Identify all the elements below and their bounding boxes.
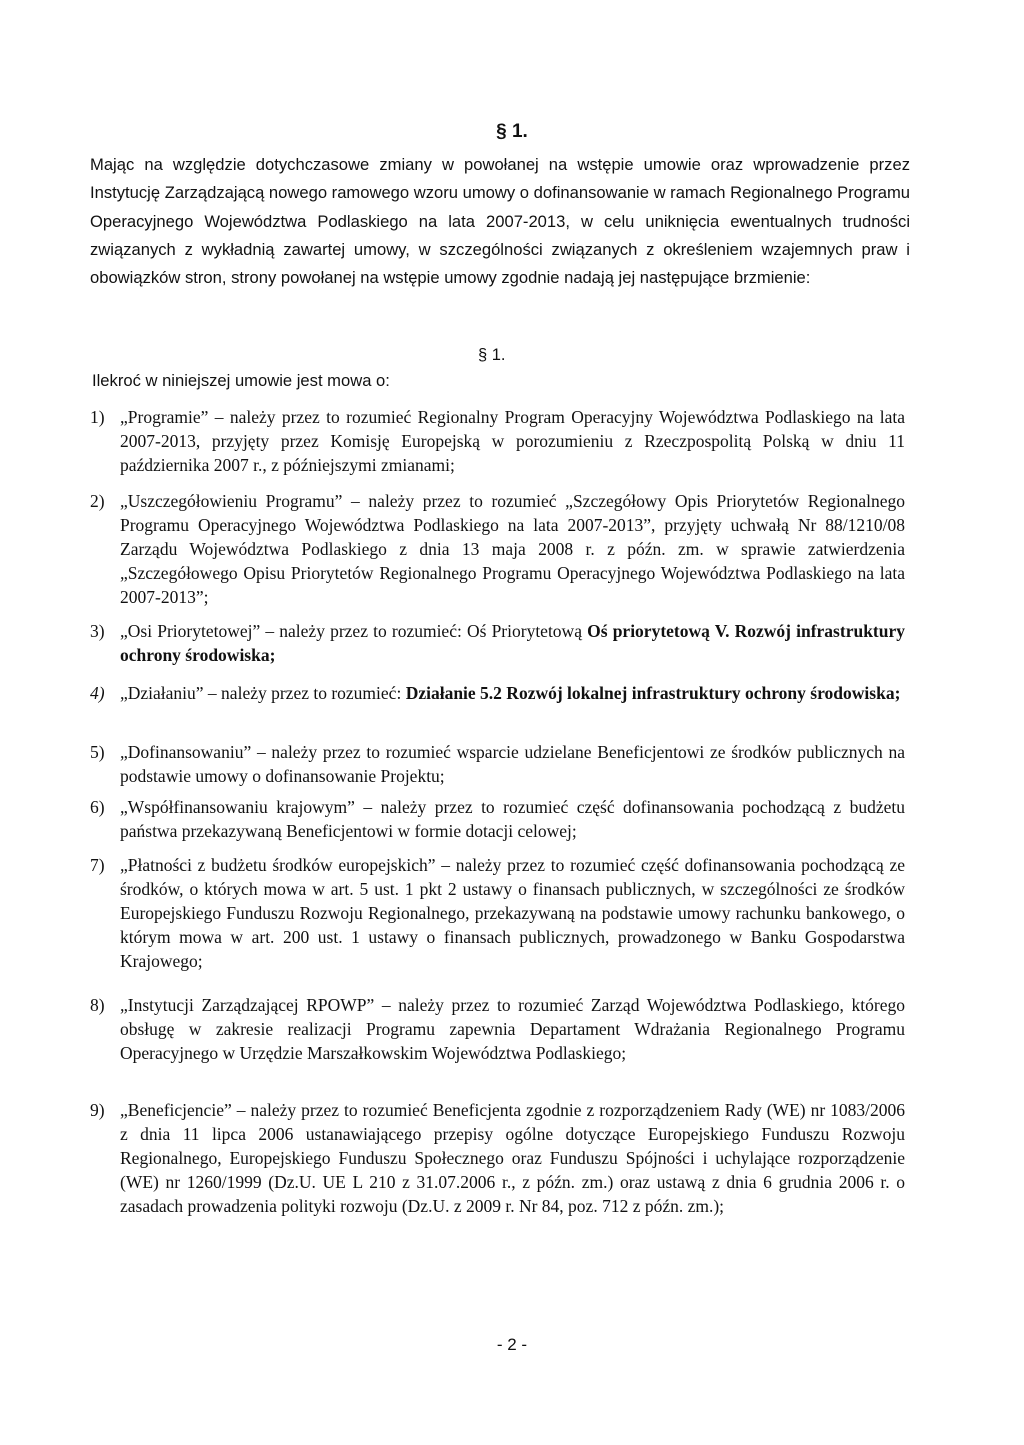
definition-number: 1) [90,407,105,427]
definition-number: 8) [90,995,105,1015]
definition-number: 3) [90,621,105,641]
definition-item [90,681,905,705]
page-number: - 2 - [496,1335,528,1354]
definition-item [90,853,905,973]
definition-bold-text: Oś priorytetową V. Rozwój infrastruktury ochrony środowiska; [120,621,906,665]
definition-item [90,740,905,788]
definition-number: 6) [90,797,105,817]
definitions-lead-in: Ilekroć w niniejszej umowie jest mowa o: [92,371,390,390]
definition-item [90,1098,905,1218]
definition-item [90,795,905,843]
definition-text: „Współfinansowaniu krajowym” – należy przez to rozumieć część dofinansowania pochodzącą z budżetu państwa przekazywaną Beneficjentowi w formie dotacji celowej; [120,797,905,841]
definition-text: „Płatności z budżetu środków europejskich” – należy przez to rozumieć część dofinansowania pochodzącą ze środków, o których mowa w art. 5 ust. 1 pkt 2 ustawy o finansach publicznych, w szczególności ze środków Europejskiego Funduszu Rozwoju Regionalnego, przekazywaną na podstawie umowy rachunku bankowego, o którym mowa w art. 200 ust. 1 ustawy o finansach publicznych, prowadzonego w Banku Gospodarstwa Krajowego; [120,855,905,971]
section-heading-top: § 1. [496,121,528,142]
definition-number: 4) [90,683,105,703]
definition-number: 9) [90,1100,105,1120]
definition-number: 5) [90,742,105,762]
definition-item [90,489,905,609]
definition-text: „Beneficjencie” – należy przez to rozumieć Beneficjenta zgodnie z rozporządzeniem Rady (WE) nr 1083/2006 z dnia 11 lipca 2006 ustanawiającego przepisy ogólne dotyczące Europejskiego Funduszu Rozwoju Regionalnego, Europejskiego Funduszu Społecznego oraz Funduszu Spójności i uchylające rozporządzenie (WE) nr 1260/1999 (Dz.U. UE L 210 z 31.07.2006 r., z późn. zm.) oraz ustawą z dnia 6 grudnia 2006 r. o zasadach prowadzenia polityki rozwoju (Dz.U. z 2009 r. Nr 84, poz. 712 z późn. zm.); [120,1100,905,1216]
definition-item [90,993,905,1065]
intro-paragraph: Mając na względzie dotychczasowe zmiany w powołanej na wstępie umowie oraz wprowadzenie przez Instytucję Zarządzającą nowego ramowego wzoru umowy o dofinansowanie w ramach Regionalnego Programu Operacyjnego Województwa Podlaskiego na lata 2007-2013, w celu uniknięcia ewentualnych trudności związanych z wykładnią zawartej umowy, w szczególności związanych z określeniem wzajemnych praw i obowiązków stron, strony powołanej na wstępie umowy zgodnie nadają jej następujące brzmienie: [90,155,910,288]
definition-number: 7) [90,855,105,875]
definition-number: 2) [90,491,105,511]
definition-item [90,619,905,667]
definition-text: „Osi Priorytetowej” – należy przez to rozumieć: Oś Priorytetową [120,621,582,641]
definition-text: „Programie” – należy przez to rozumieć Regionalny Program Operacyjny Województwa Podlaskiego na lata 2007-2013, przyjęty przez Komisję Europejską w porozumieniu z Rzeczpospolitą Polską w dniu 11 października 2007 r., z późniejszymi zmianami; [120,407,905,475]
definition-bold-text: Działanie 5.2 Rozwój lokalnej infrastruktury ochrony środowiska; [405,683,901,703]
definition-text: „Uszczegółowieniu Programu” – należy przez to rozumieć „Szczegółowy Opis Priorytetów Regionalnego Programu Operacyjnego Województwa Podlaskiego na lata 2007-2013”, przyjęty uchwałą Nr 88/1210/08 Zarządu Województwa Podlaskiego z dnia 13 maja 2008 r. z późn. zm. w sprawie zatwierdzenia „Szczegółowego Opisu Priorytetów Regionalnego Programu Operacyjnego Województwa Podlaskiego na lata 2007-2013”; [120,491,905,607]
definition-text: „Instytucji Zarządzającej RPOWP” – należy przez to rozumieć Zarząd Województwa Podlaskiego, którego obsługę w zakresie realizacji Programu zapewnia Departament Wdrażania Regionalnego Programu Operacyjnego w Urzędzie Marszałkowskim Województwa Podlaskiego; [120,995,905,1063]
section-heading-second: § 1. [478,346,506,364]
definition-item [90,405,905,477]
definition-text: „Działaniu” – należy przez to rozumieć: [120,683,402,703]
definition-text: „Dofinansowaniu” – należy przez to rozumieć wsparcie udzielane Beneficjentowi ze środków publicznych na podstawie umowy o dofinansowanie Projektu; [120,742,905,786]
